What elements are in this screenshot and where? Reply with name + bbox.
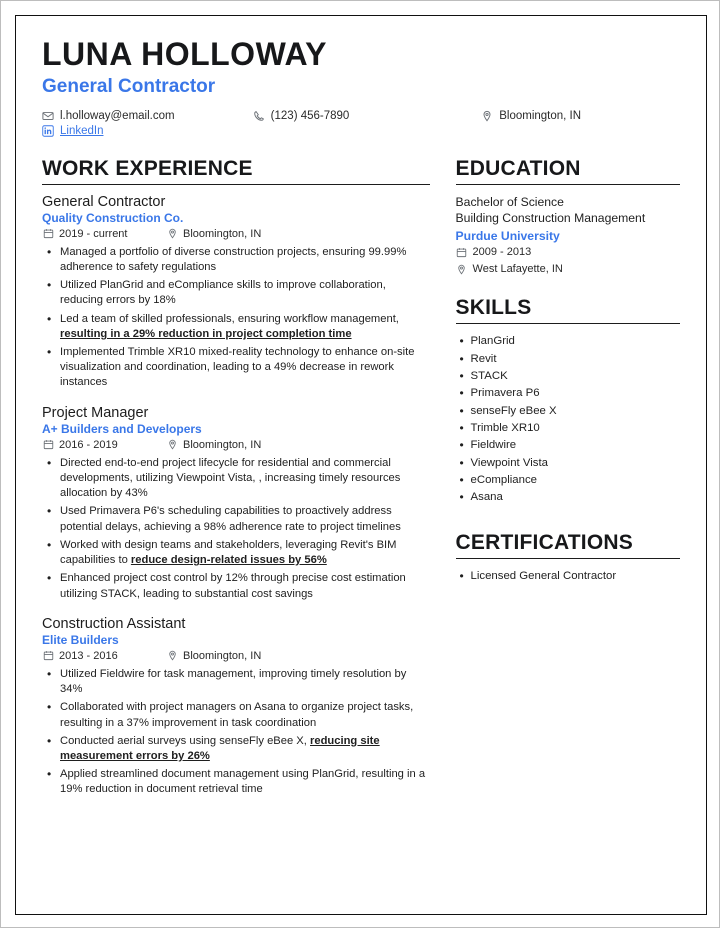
calendar-icon xyxy=(42,228,54,240)
skills-list xyxy=(456,333,680,506)
list-item xyxy=(58,245,430,275)
experience-company: A+ Builders and Developers xyxy=(42,421,202,436)
education-school: Purdue University xyxy=(455,229,560,244)
bullet-text: Utilized PlanGrid and eCompliance skills to improve collaboration, reducing errors by 18% xyxy=(60,279,386,307)
section-heading-certifications: CERTIFICATIONS xyxy=(455,530,633,554)
list-item xyxy=(58,345,430,391)
education-dates-wrap xyxy=(456,246,580,258)
education-location-row xyxy=(456,263,680,275)
section-divider xyxy=(456,184,680,185)
list-item xyxy=(58,571,430,601)
list-item xyxy=(58,734,430,764)
list-item: • Trimble XR10 xyxy=(471,420,680,437)
experience-meta xyxy=(42,439,430,451)
job-title-subheading: General Contractor xyxy=(42,75,216,97)
bullet-emphasis: resulting in a 29% reduction in project completion time xyxy=(60,327,352,340)
side-column xyxy=(456,157,680,812)
bullet-text: Collaborated with project managers on Asana to organize project tasks, resulting in a 37% improvement in task coordination xyxy=(60,701,414,729)
bullet-text: Directed end-to-end project lifecycle for residential and commercial developments, utilizing Viewpoint Vista, , increasing timely resources allocation by 43% xyxy=(60,456,401,500)
contact-phone[interactable] xyxy=(253,110,482,122)
list-item xyxy=(58,700,430,730)
list-item: • Viewpoint Vista xyxy=(471,455,680,472)
experience-dates-wrap xyxy=(42,439,166,451)
list-item: • Fieldwire xyxy=(471,437,680,454)
experience-dates-wrap xyxy=(42,650,166,662)
list-item: • Asana xyxy=(471,489,680,506)
phone-icon xyxy=(253,110,265,122)
bullet-text: Conducted aerial surveys using senseFly eBee X, xyxy=(60,734,310,747)
experience-bullets xyxy=(42,456,430,602)
map-pin-icon xyxy=(166,439,178,451)
map-pin-icon xyxy=(166,650,178,662)
experience-company: Elite Builders xyxy=(42,632,119,647)
section-heading-work-experience: WORK EXPERIENCE xyxy=(42,156,253,180)
section-divider xyxy=(456,323,680,324)
bullet-text: Managed a portfolio of diverse construction projects, ensuring 99.99% adherence to safety regulations xyxy=(60,245,407,273)
experience-company: Quality Construction Co. xyxy=(42,210,184,225)
contact-location xyxy=(481,110,680,122)
list-item: • eCompliance xyxy=(471,472,680,489)
certifications-list xyxy=(456,568,680,585)
list-item: • senseFly eBee X xyxy=(471,403,680,420)
calendar-icon xyxy=(42,650,54,662)
list-item xyxy=(58,456,430,502)
education-dates-row xyxy=(456,246,680,258)
experience-title: Construction Assistant xyxy=(42,615,186,632)
list-item: • PlanGrid xyxy=(471,333,680,350)
section-divider xyxy=(42,184,430,185)
experience-location-wrap xyxy=(166,228,261,240)
experience-title: Project Manager xyxy=(42,404,149,421)
bullet-text: Implemented Trimble XR10 mixed-reality technology to enhance on-site visualization and coordination, leading to a 49% decrease in rework instances xyxy=(60,346,415,389)
section-heading-education: EDUCATION xyxy=(455,156,581,180)
experience-meta xyxy=(42,650,430,662)
bullet-emphasis: reduce design-related issues by 56% xyxy=(130,554,327,567)
experience-title: General Contractor xyxy=(42,193,166,210)
bullet-text: Enhanced project cost control by 12% through precise cost estimation utilizing STACK, leading to substantial cost savings xyxy=(60,572,406,600)
resume-sheet xyxy=(15,15,707,915)
experience-meta xyxy=(42,228,430,240)
experience-dates: 2013 - 2016 xyxy=(59,649,118,662)
list-item xyxy=(58,504,430,534)
contact-phone-text: (123) 456-7890 xyxy=(270,109,350,122)
experience-entry xyxy=(42,405,430,602)
section-divider xyxy=(456,558,680,559)
experience-dates-wrap xyxy=(42,228,166,240)
list-item xyxy=(58,312,430,342)
bullet-text: Led a team of skilled professionals, ensuring workflow management, xyxy=(60,312,399,325)
experience-dates: 2019 - current xyxy=(59,227,128,240)
experience-location: Bloomington, IN xyxy=(183,649,262,662)
contact-location-text: Bloomington, IN xyxy=(499,109,582,122)
list-item: • Revit xyxy=(471,351,680,368)
bullet-text: Utilized Fieldwire for task management, improving timely resolution by 34% xyxy=(60,667,407,696)
experience-bullets xyxy=(42,245,430,391)
envelope-icon xyxy=(42,110,54,122)
bullet-text: Worked with design teams and stakeholders, leveraging Revit's BIM capabilities to xyxy=(60,538,397,567)
experience-location: Bloomington, IN xyxy=(183,438,262,451)
education-location-wrap xyxy=(456,263,563,275)
linkedin-icon xyxy=(42,125,54,137)
main-column xyxy=(42,157,430,812)
map-pin-icon xyxy=(456,263,468,275)
section-heading-skills: SKILLS xyxy=(455,296,532,320)
map-pin-icon xyxy=(481,110,493,122)
list-item xyxy=(58,278,430,308)
map-pin-icon xyxy=(166,228,178,240)
resume-header xyxy=(42,38,680,137)
list-item: • Licensed General Contractor xyxy=(471,568,680,585)
list-item: • Primavera P6 xyxy=(471,385,680,402)
contact-linkedin-text: LinkedIn xyxy=(60,124,104,137)
bullet-text: Used Primavera P6's scheduling capabilities to proactively address potential delays, achieving a 98% adherence rate to project timelines xyxy=(60,505,401,533)
list-item xyxy=(58,767,430,797)
experience-location-wrap xyxy=(166,650,261,662)
experience-location: Bloomington, IN xyxy=(183,227,262,240)
resume-body xyxy=(42,157,680,812)
education-dates: 2009 - 2013 xyxy=(472,246,532,259)
education-field: Building Construction Management xyxy=(455,211,646,226)
spacer xyxy=(456,280,680,296)
page-title: LUNA HOLLOWAY xyxy=(42,36,328,72)
contact-row-primary xyxy=(42,110,680,122)
education-degree: Bachelor of Science xyxy=(455,194,564,209)
bullet-text: Applied streamlined document management using PlanGrid, resulting in a 19% reduction in document retrieval time xyxy=(60,768,426,796)
bullet-emphasis: reducing site measurement errors by 26% xyxy=(60,734,380,762)
contact-linkedin[interactable] xyxy=(42,125,254,137)
list-item xyxy=(58,538,430,568)
experience-entry xyxy=(42,616,430,798)
education-location: West Lafayette, IN xyxy=(472,263,563,276)
experience-bullets xyxy=(42,667,430,798)
list-item: • STACK xyxy=(471,368,680,385)
experience-entry xyxy=(42,194,430,391)
spacer xyxy=(456,507,680,531)
contact-email-text: l.holloway@email.com xyxy=(60,109,175,122)
experience-dates: 2016 - 2019 xyxy=(59,438,118,451)
contact-row-secondary xyxy=(42,125,680,137)
experience-location-wrap xyxy=(166,439,261,451)
calendar-icon xyxy=(456,246,468,258)
calendar-icon xyxy=(42,439,54,451)
list-item xyxy=(58,667,430,697)
contact-email[interactable] xyxy=(42,110,253,122)
